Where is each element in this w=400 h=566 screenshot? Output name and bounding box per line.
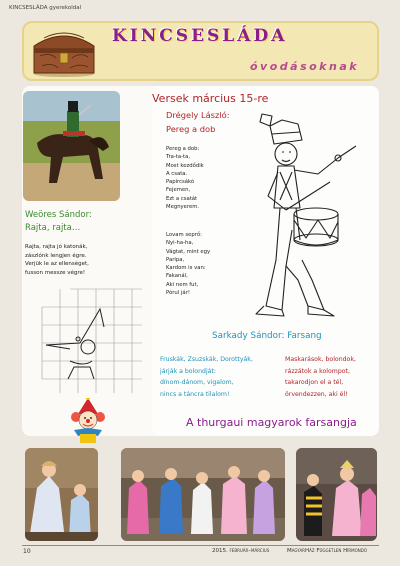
footer-rule (22, 545, 379, 546)
grid-drawing-puzzle (40, 287, 144, 395)
poem3-col2 (285, 354, 356, 400)
poem-line: zászlónk lengjen égre. (25, 252, 87, 259)
poem-line: Fruskák, Zsuzskák, Dorottyák, (160, 356, 253, 363)
poem-line: takarodjon el a tél, (285, 379, 344, 386)
poem-line: Tra-ta-ta, (166, 154, 191, 161)
poem3-title: Sarkady Sándor: Farsang (212, 331, 322, 341)
poem-line: Megnyerem. (166, 204, 200, 211)
brand-title: KINCSESLÁDA (112, 26, 288, 46)
poem-line: Ezt a csatát (166, 195, 198, 202)
footer-issue: 2015. február–március (212, 548, 270, 554)
hussar-photo (23, 91, 120, 201)
carnival-photo-middle (121, 448, 285, 541)
clown-drawing (68, 398, 108, 444)
poem-line: Rajta, rajta jó katonák, (25, 244, 88, 250)
drummer-drawing (252, 110, 372, 318)
poem-line: Nyi-ha-ha, (166, 240, 194, 247)
section-heading: A thurgaui magyarok farsangja (186, 416, 357, 429)
poem-line: Kardom is van: (166, 265, 206, 272)
page-number: 10 (23, 548, 31, 555)
poem-line: Paripa, (166, 256, 185, 263)
poem-line: Fejemen, (166, 187, 191, 194)
running-title: KINCSESLÁDA gyerekoldal (9, 5, 82, 11)
poem-line: Papírcsákó (166, 179, 195, 186)
poem-line: járják a bolondját: (160, 367, 216, 375)
poem-line: A csata. (166, 170, 188, 177)
poem-line: Pórul jár! (166, 290, 190, 297)
poem2-title: Pereg a dob (166, 124, 216, 134)
poem-line: Fakanál, (166, 273, 188, 280)
main-heading: Versek március 15-re (152, 92, 269, 105)
poem-line: Most kezdődik (166, 162, 204, 169)
poem-line: Lovam seprő: (166, 232, 202, 238)
poem1-author: Weöres Sándor: (25, 210, 92, 220)
poem-line: fusson messze végre! (25, 269, 86, 276)
poem2-stanza2 (166, 231, 210, 297)
poem1-text (25, 243, 89, 277)
brand-subtitle: óvodásoknak (250, 60, 360, 73)
poem-line: nincs a táncra tilalom! (160, 390, 230, 398)
footer-publisher: MagyarHáz Független Hírmondó (287, 548, 367, 554)
poem-line: Pereg a dob: (166, 146, 200, 152)
poem2-author: Drégely László: (166, 110, 230, 120)
poem-line: örvendezzen, aki él! (285, 390, 348, 398)
poem-line: dínom-dánom, vigalom, (160, 379, 234, 386)
poem-line: Maskarások, bolondok, (285, 356, 356, 363)
carnival-photo-left (25, 448, 98, 541)
treasure-chest-icon (30, 26, 98, 78)
carnival-photo-right (296, 448, 377, 541)
poem-line: Aki nem fut, (166, 281, 199, 288)
poem-line: Verjük le az ellenséget, (25, 261, 89, 267)
poem-line: rázzátok a kolompot, (285, 367, 350, 375)
poem3-col1 (160, 354, 253, 400)
poem1-title: Rajta, rajta… (25, 223, 81, 233)
poem2-stanza1 (166, 145, 204, 211)
poem-line: Vágtat, mint egy (166, 248, 211, 255)
